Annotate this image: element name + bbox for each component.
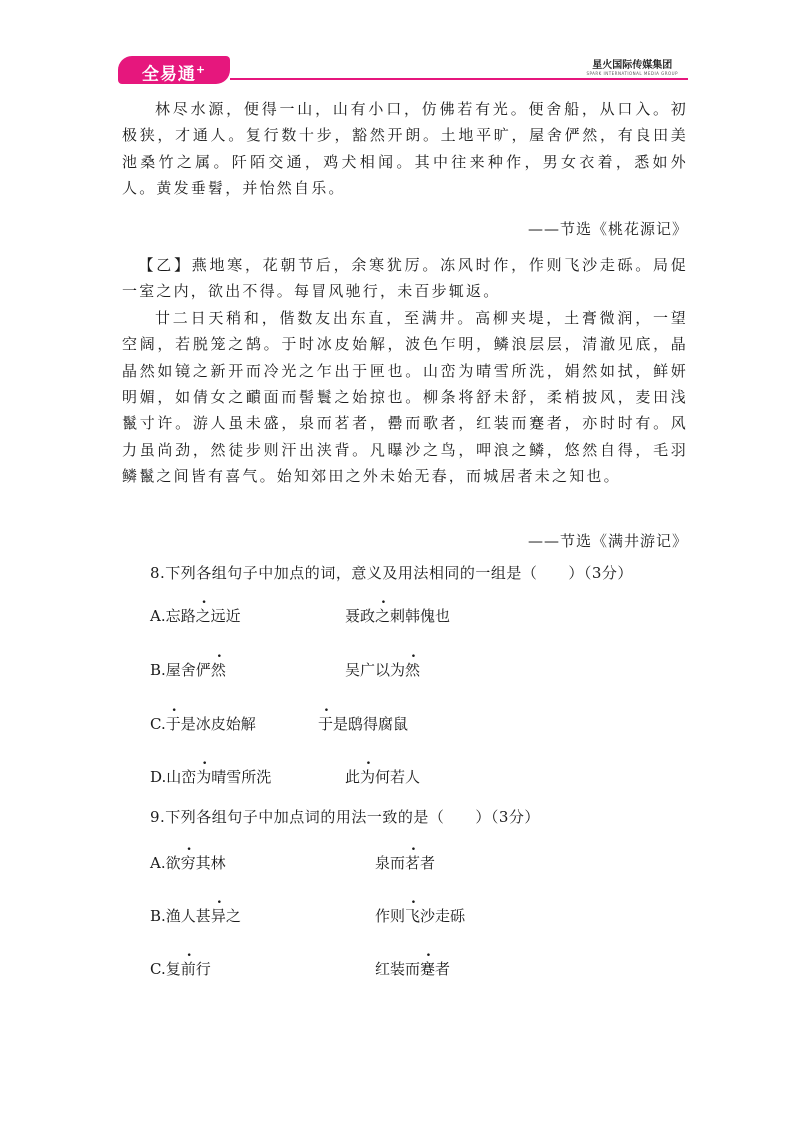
logo-plus: + <box>195 63 207 76</box>
q8-option-a-left: A.忘路之远近 <box>150 607 241 625</box>
q9-option-c-right: 红装而蹇者 <box>375 960 451 978</box>
question-8-stem: 8.下列各组句子中加点的词，意义及用法相同的一组是（ ）（3分） <box>150 564 633 582</box>
publisher-subtitle: SPARK INTERNATIONAL MEDIA GROUP <box>586 71 678 76</box>
passage-yi-paragraph-1: 【乙】燕地寒，花朝节后，余寒犹厉。冻风时作，作则飞沙走砾。局促一室之内，欲出不得。每冒风驰行，未百步辄返。 <box>122 256 688 301</box>
publisher-brand <box>586 60 678 76</box>
q9-option-b-left: B.渔人甚异之 <box>150 907 241 925</box>
passage-jia <box>122 96 688 202</box>
logo-text: 全易通 <box>141 64 196 85</box>
passage-yi-source: ——节选《满井游记》 <box>527 532 688 550</box>
header-divider <box>230 78 688 80</box>
q9-option-c-left: C.复前行 <box>150 960 211 978</box>
page-header <box>118 56 688 86</box>
passage-jia-source: ——节选《桃花源记》 <box>527 220 688 238</box>
passage-yi <box>122 252 688 490</box>
publisher-name: 星火国际传媒集团 <box>592 60 673 71</box>
q9-option-b-right: 作则飞沙走砾 <box>375 907 466 925</box>
q8-option-b-right: 吴广以为然 <box>345 661 421 679</box>
q9-option-a-left: A.欲穷其林 <box>150 854 226 872</box>
question-9-stem: 9.下列各组句子中加点词的用法一致的是（ ）（3分） <box>150 808 540 826</box>
q8-option-c-left: C.于是冰皮始解 <box>150 715 256 733</box>
passage-jia-text: 林尽水源，便得一山，山有小口，仿佛若有光。便舍船，从口入。初极狭，才通人。复行数十步，豁然开朗。土地平旷，屋舍俨然，有良田美池桑竹之属。阡陌交通，鸡犬相闻。其中往来种作，男女衣着，悉如外人。黄发垂髫，并怡然自乐。 <box>122 100 688 198</box>
q8-option-b-left: B.屋舍俨然 <box>150 661 226 679</box>
q8-option-a-right: 聂政之刺韩傀也 <box>345 607 451 625</box>
q8-option-d-right: 此为何若人 <box>345 768 421 786</box>
q8-option-c-right: 于是鸱得腐鼠 <box>318 715 409 733</box>
passage-yi-paragraph-2: 廿二日天稍和，偕数友出东直，至满井。高柳夹堤，土膏微润，一望空阔，若脱笼之鹄。于时冰皮始解，波色乍明，鳞浪层层，清澈见底，晶晶然如镜之新开而冷光之乍出于匣也。山峦为晴雪所洗，娟然如拭，鲜妍明媚，如倩女之靧面而髻鬟之始掠也。柳条将舒未舒，柔梢披风，麦田浅鬣寸许。游人虽未盛，泉而茗者，罍而歌者，红装而蹇者，亦时时有。风力虽尚劲，然徒步则汗出浃背。凡曝沙之鸟，呷浪之鳞，悠然自得，毛羽鳞鬣之间皆有喜气。始知郊田之外未始无春，而城居者未之知也。 <box>122 308 688 486</box>
q9-option-a-right: 泉而茗者 <box>375 854 436 872</box>
q8-option-d-left: D.山峦为晴雪所洗 <box>150 768 272 786</box>
brand-logo <box>118 56 230 84</box>
